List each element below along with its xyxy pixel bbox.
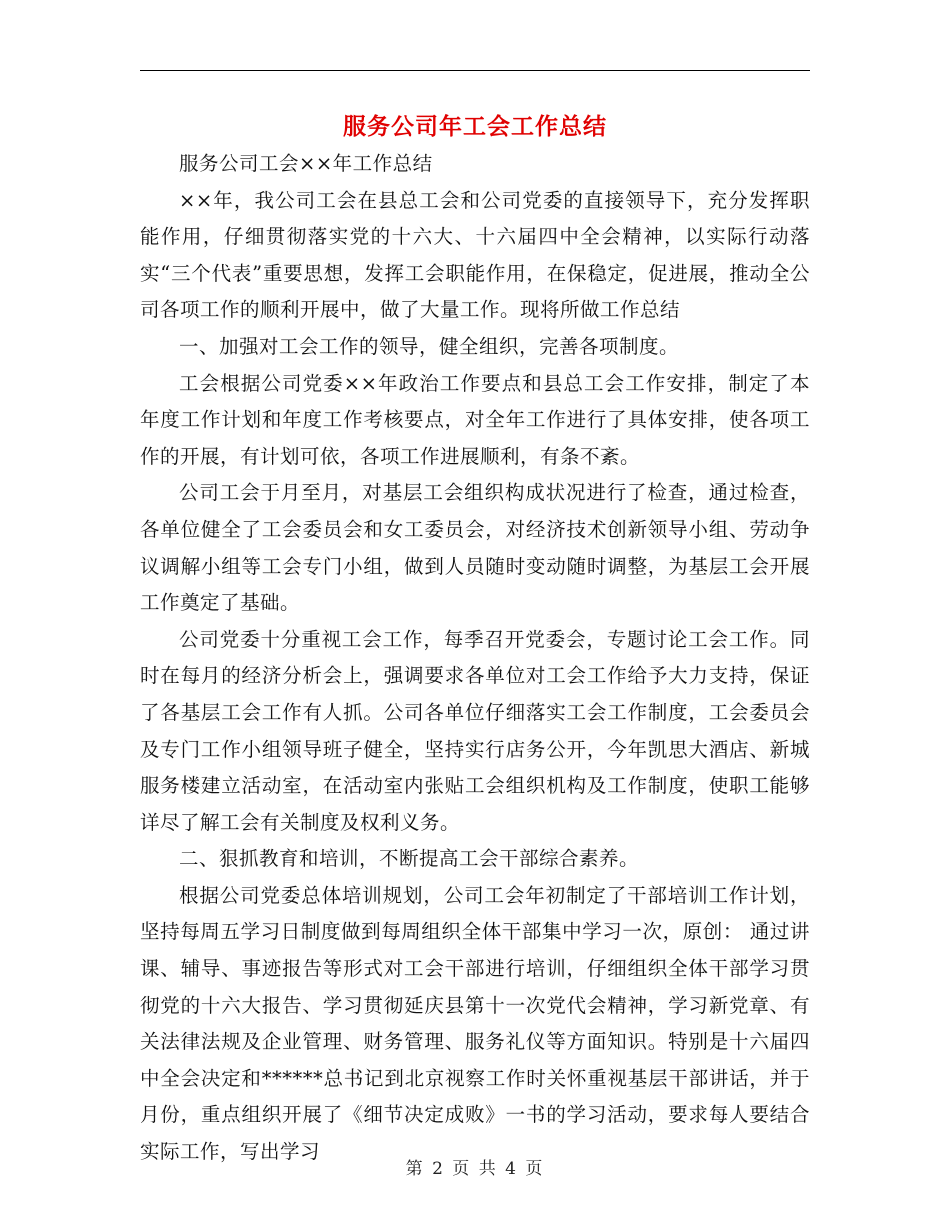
section-heading-2: 二、狠抓教育和培训，不断提高工会干部综合素养。 <box>179 847 640 871</box>
document-title: 服务公司年工会工作总结 <box>343 114 607 140</box>
header-rule <box>140 70 810 71</box>
paragraph: 公司工会于月至月，对基层工会组织构成状况进行了检查，通过检查，各单位健全了工会委员会和女工委员会，对经济技术创新领导小组、劳动争议调解小组等工会专门小组，做到人员随时变动随时调整，为基层工会开展工作奠定了基础。 <box>140 481 810 615</box>
page-number: 第 2 页 共 4 页 <box>405 1159 545 1179</box>
paragraph: 根据公司党委总体培训规划，公司工会年初制定了干部培训工作计划，坚持每周五学习日制度做到每周组织全体干部集中学习一次，原创： 通过讲课、辅导、事迹报告等形式对工会干部进行培训，仔细组织全体干部学习贯彻党的十六大报告、学习贯彻延庆县第十一次党代会精神，学习新党章、有关法律法规及企业管理、财务管理、服务礼仪等方面知识。特别是十六届四中全会决定和******总书记到北京视察工作时关怀重视基层干部讲话，并于月份，重点组织开展了《细节决定成败》一书的学习活动，要求每人要结合实际工作，写出学习 <box>140 883 810 1164</box>
paragraph-intro: ××年，我公司工会在县总工会和公司党委的直接领导下，充分发挥职能作用，仔细贯彻落实党的十六大、十六届四中全会精神，以实际行动落实“三个代表”重要思想，发挥工会职能作用，在保稳定，促进展，推动全公司各项工作的顺利开展中，做了大量工作。现将所做工作总结 <box>140 188 810 322</box>
document-body <box>140 146 810 1171</box>
paragraph: 工会根据公司党委××年政治工作要点和县总工会工作安排，制定了本年度工作计划和年度工作考核要点，对全年工作进行了具体安排，使各项工作的开展，有计划可依，各项工作进展顺利，有条不紊。 <box>140 371 810 468</box>
paragraph: 公司党委十分重视工会工作，每季召开党委会，专题讨论工会工作。同时在每月的经济分析会上，强调要求各单位对工会工作给予大力支持，保证了各基层工会工作有人抓。公司各单位仔细落实工会工作制度，工会委员会及专门工作小组领导班子健全，坚持实行店务公开，今年凯思大酒店、新城服务楼建立活动室，在活动室内张贴工会组织机构及工作制度，使职工能够详尽了解工会有关制度及权利义务。 <box>140 627 810 834</box>
section-heading-1: 一、加强对工会工作的领导，健全组织，完善各项制度。 <box>179 334 680 358</box>
paragraph-subtitle: 服务公司工会××年工作总结 <box>179 152 433 175</box>
